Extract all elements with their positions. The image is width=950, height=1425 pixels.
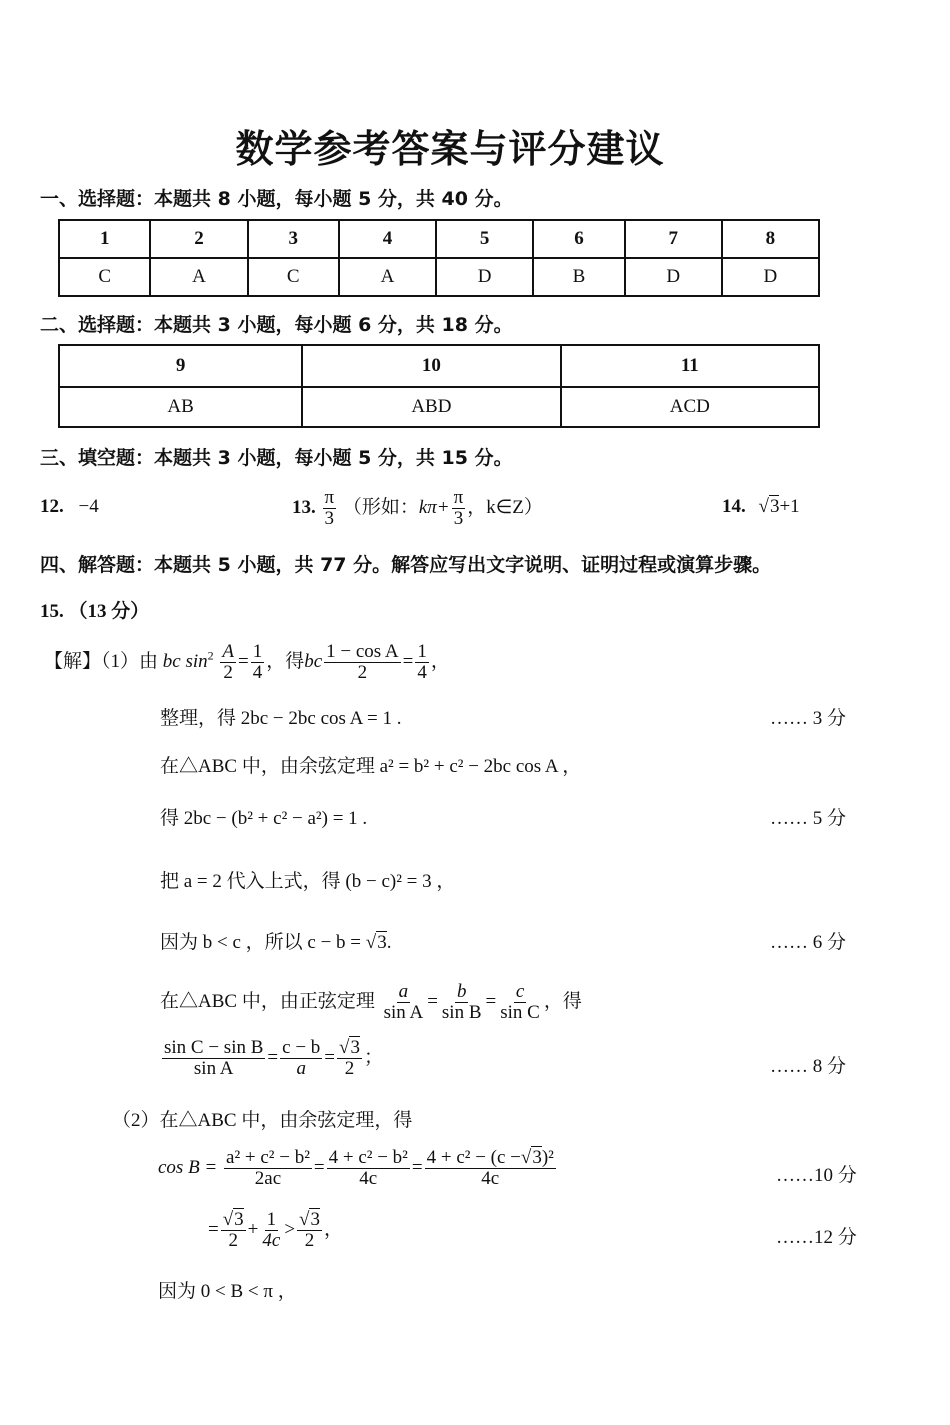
answer-cell: D — [722, 258, 819, 296]
section-3-heading: 三、填空题：本题共 3 小题，每小题 5 分，共 15 分。 — [40, 447, 513, 469]
solution-line-cosB: cos B = $\frac{\text{a² + c² − b²}}{2ac}$ = $\frac{\text{4 + c² − b²}}{4c}$ = $\frac{\text{4 + c² − (c −√3)²}}{4c}$ — [158, 1147, 554, 1189]
question-number: 4 — [339, 220, 436, 258]
solution-line-result: = $\frac{√3}{2}$ + $\frac{1}{4c}$ > $\frac{√3}{2}$ ， — [208, 1209, 343, 1251]
answer-cell: A — [339, 258, 436, 296]
solution-line-2: 整理，得 2bc − 2bc cos A = 1 . — [160, 708, 402, 729]
solution-line-5: 把 a = 2 代入上式，得 (b − c)² = 3 ， — [160, 871, 456, 892]
question-number: 11 — [561, 345, 819, 387]
question-number: 6 — [533, 220, 624, 258]
question-number: 5 — [436, 220, 533, 258]
section-4-heading: 四、解答题：本题共 5 小题，共 77 分。解答应写出文字说明、证明过程或演算步骤。 — [40, 554, 772, 576]
answer-cell: AB — [59, 387, 302, 427]
q15-header: 15. （13 分） — [40, 601, 150, 622]
question-number: 8 — [722, 220, 819, 258]
score-6: …… 6 分 — [770, 932, 847, 953]
score-8: …… 8 分 — [770, 1056, 847, 1077]
answer-cell: D — [625, 258, 722, 296]
q14-number: 14. — [722, 496, 746, 517]
q12-value: −4 — [78, 496, 99, 517]
solution-line-4: 得 2bc − (b² + c² − a²) = 1 . — [160, 808, 368, 829]
q13-answer: 13. $\frac{\pi}{3}$ （形如：kπ+ $\frac{\pi}{3}$ ，k∈Z） — [292, 487, 543, 529]
solution-line-1: 【解】（1）由 bc $\sin^2$ $\frac{A}{2}$ = $\frac{1}{4}$ ，得bc $\frac{\text{1 − cos A}}{2}$ = $\frac{1}{4}$ ， — [44, 641, 450, 683]
answer-cell: ACD — [561, 387, 819, 427]
q12-number: 12. — [40, 496, 64, 517]
answer-cell: ABD — [302, 387, 560, 427]
answer-cell: C — [248, 258, 339, 296]
question-number: 1 — [59, 220, 150, 258]
answer-cell: A — [150, 258, 247, 296]
solution-line-last: 因为 0 < B < π ， — [158, 1281, 297, 1302]
question-number: 3 — [248, 220, 339, 258]
score-10: ……10 分 — [776, 1165, 857, 1186]
mc-answer-table-2 — [58, 344, 820, 428]
answer-cell: D — [436, 258, 533, 296]
solution-line-7: 在△ABC 中，由正弦定理 $\frac{a}{\text{sin A}}$ = $\frac{b}{\text{sin B}}$ = $\frac{c}{\text{sin C}}$ ，得 — [160, 981, 582, 1023]
score-5: …… 5 分 — [770, 808, 847, 829]
answer-cell: B — [533, 258, 624, 296]
section-1-heading: 一、选择题：本题共 8 小题，每小题 5 分，共 40 分。 — [40, 188, 513, 210]
q13-number: 13. — [292, 496, 316, 518]
question-number: 9 — [59, 345, 302, 387]
answer-cell: C — [59, 258, 150, 296]
question-number: 7 — [625, 220, 722, 258]
q12-answer — [40, 496, 99, 518]
score-12: ……12 分 — [776, 1227, 857, 1248]
score-3: …… 3 分 — [770, 708, 847, 729]
solution-line-3: 在△ABC 中，由余弦定理 a² = b² + c² − 2bc cos A ， — [160, 756, 582, 777]
solution-line-8: $\frac{\text{sin C − sin B}}{\text{sin A}}$ = $\frac{c - b}{a}$ = $\frac{√3}{2}$ ； — [164, 1037, 383, 1079]
part-2-heading: （2）在△ABC 中，由余弦定理，得 — [112, 1110, 413, 1131]
question-number: 2 — [150, 220, 247, 258]
q14-answer: 14. √3+1 — [722, 496, 800, 517]
page-title: 数学参考答案与评分建议 — [235, 127, 665, 171]
solution-line-6: 因为 b < c ，所以 c − b = √3. — [160, 932, 392, 953]
section-2-heading: 二、选择题：本题共 3 小题，每小题 6 分，共 18 分。 — [40, 314, 513, 336]
mc-answer-table-1 — [58, 219, 820, 297]
question-number: 10 — [302, 345, 560, 387]
